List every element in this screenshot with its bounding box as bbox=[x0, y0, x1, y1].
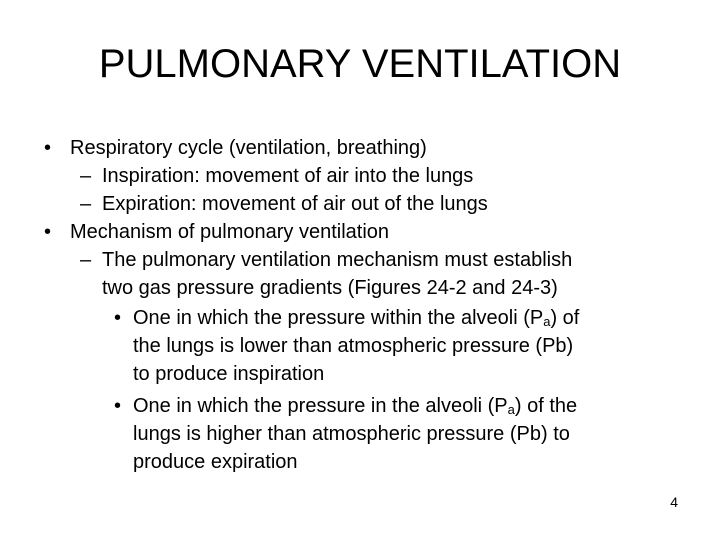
sub-sub-bullet-line bbox=[133, 306, 579, 330]
sub-sub-bullet-line: to produce inspiration bbox=[133, 363, 325, 385]
level2-dash: – bbox=[80, 165, 92, 187]
bullet-item: Mechanism of pulmonary ventilation bbox=[70, 221, 390, 243]
level1-bullet: • bbox=[44, 221, 52, 243]
subscript: a bbox=[543, 314, 551, 329]
sub-bullet-item: Expiration: movement of air out of the lungs bbox=[102, 193, 488, 215]
level2-dash: – bbox=[80, 249, 92, 271]
sub-bullet-item: Inspiration: movement of air into the lungs bbox=[102, 165, 474, 187]
line-text: One in which the pressure in the alveoli (P bbox=[133, 395, 508, 417]
sub-bullet-line: The pulmonary ventilation mechanism must establish bbox=[102, 249, 573, 271]
line-text: One in which the pressure within the alveoli (P bbox=[133, 307, 544, 329]
slide-title: PULMONARY VENTILATION bbox=[98, 42, 622, 86]
bullet-item: Respiratory cycle (ventilation, breathing) bbox=[70, 137, 427, 159]
sub-sub-bullet-line bbox=[133, 394, 577, 418]
subscript: a bbox=[507, 402, 515, 417]
page-number: 4 bbox=[670, 494, 678, 510]
line-text: ) of the bbox=[514, 395, 578, 417]
level1-bullet: • bbox=[44, 137, 52, 159]
sub-sub-bullet-line: produce expiration bbox=[133, 451, 298, 473]
level3-bullet: • bbox=[114, 307, 122, 329]
sub-bullet-line: two gas pressure gradients (Figures 24-2 and 24-3) bbox=[102, 277, 558, 299]
sub-sub-bullet-line: the lungs is lower than atmospheric pressure (Pb) bbox=[133, 335, 574, 357]
level2-dash: – bbox=[80, 193, 92, 215]
sub-sub-bullet-line: lungs is higher than atmospheric pressure (Pb) to bbox=[133, 423, 570, 445]
level3-bullet: • bbox=[114, 395, 122, 417]
line-text: ) of bbox=[550, 307, 580, 329]
